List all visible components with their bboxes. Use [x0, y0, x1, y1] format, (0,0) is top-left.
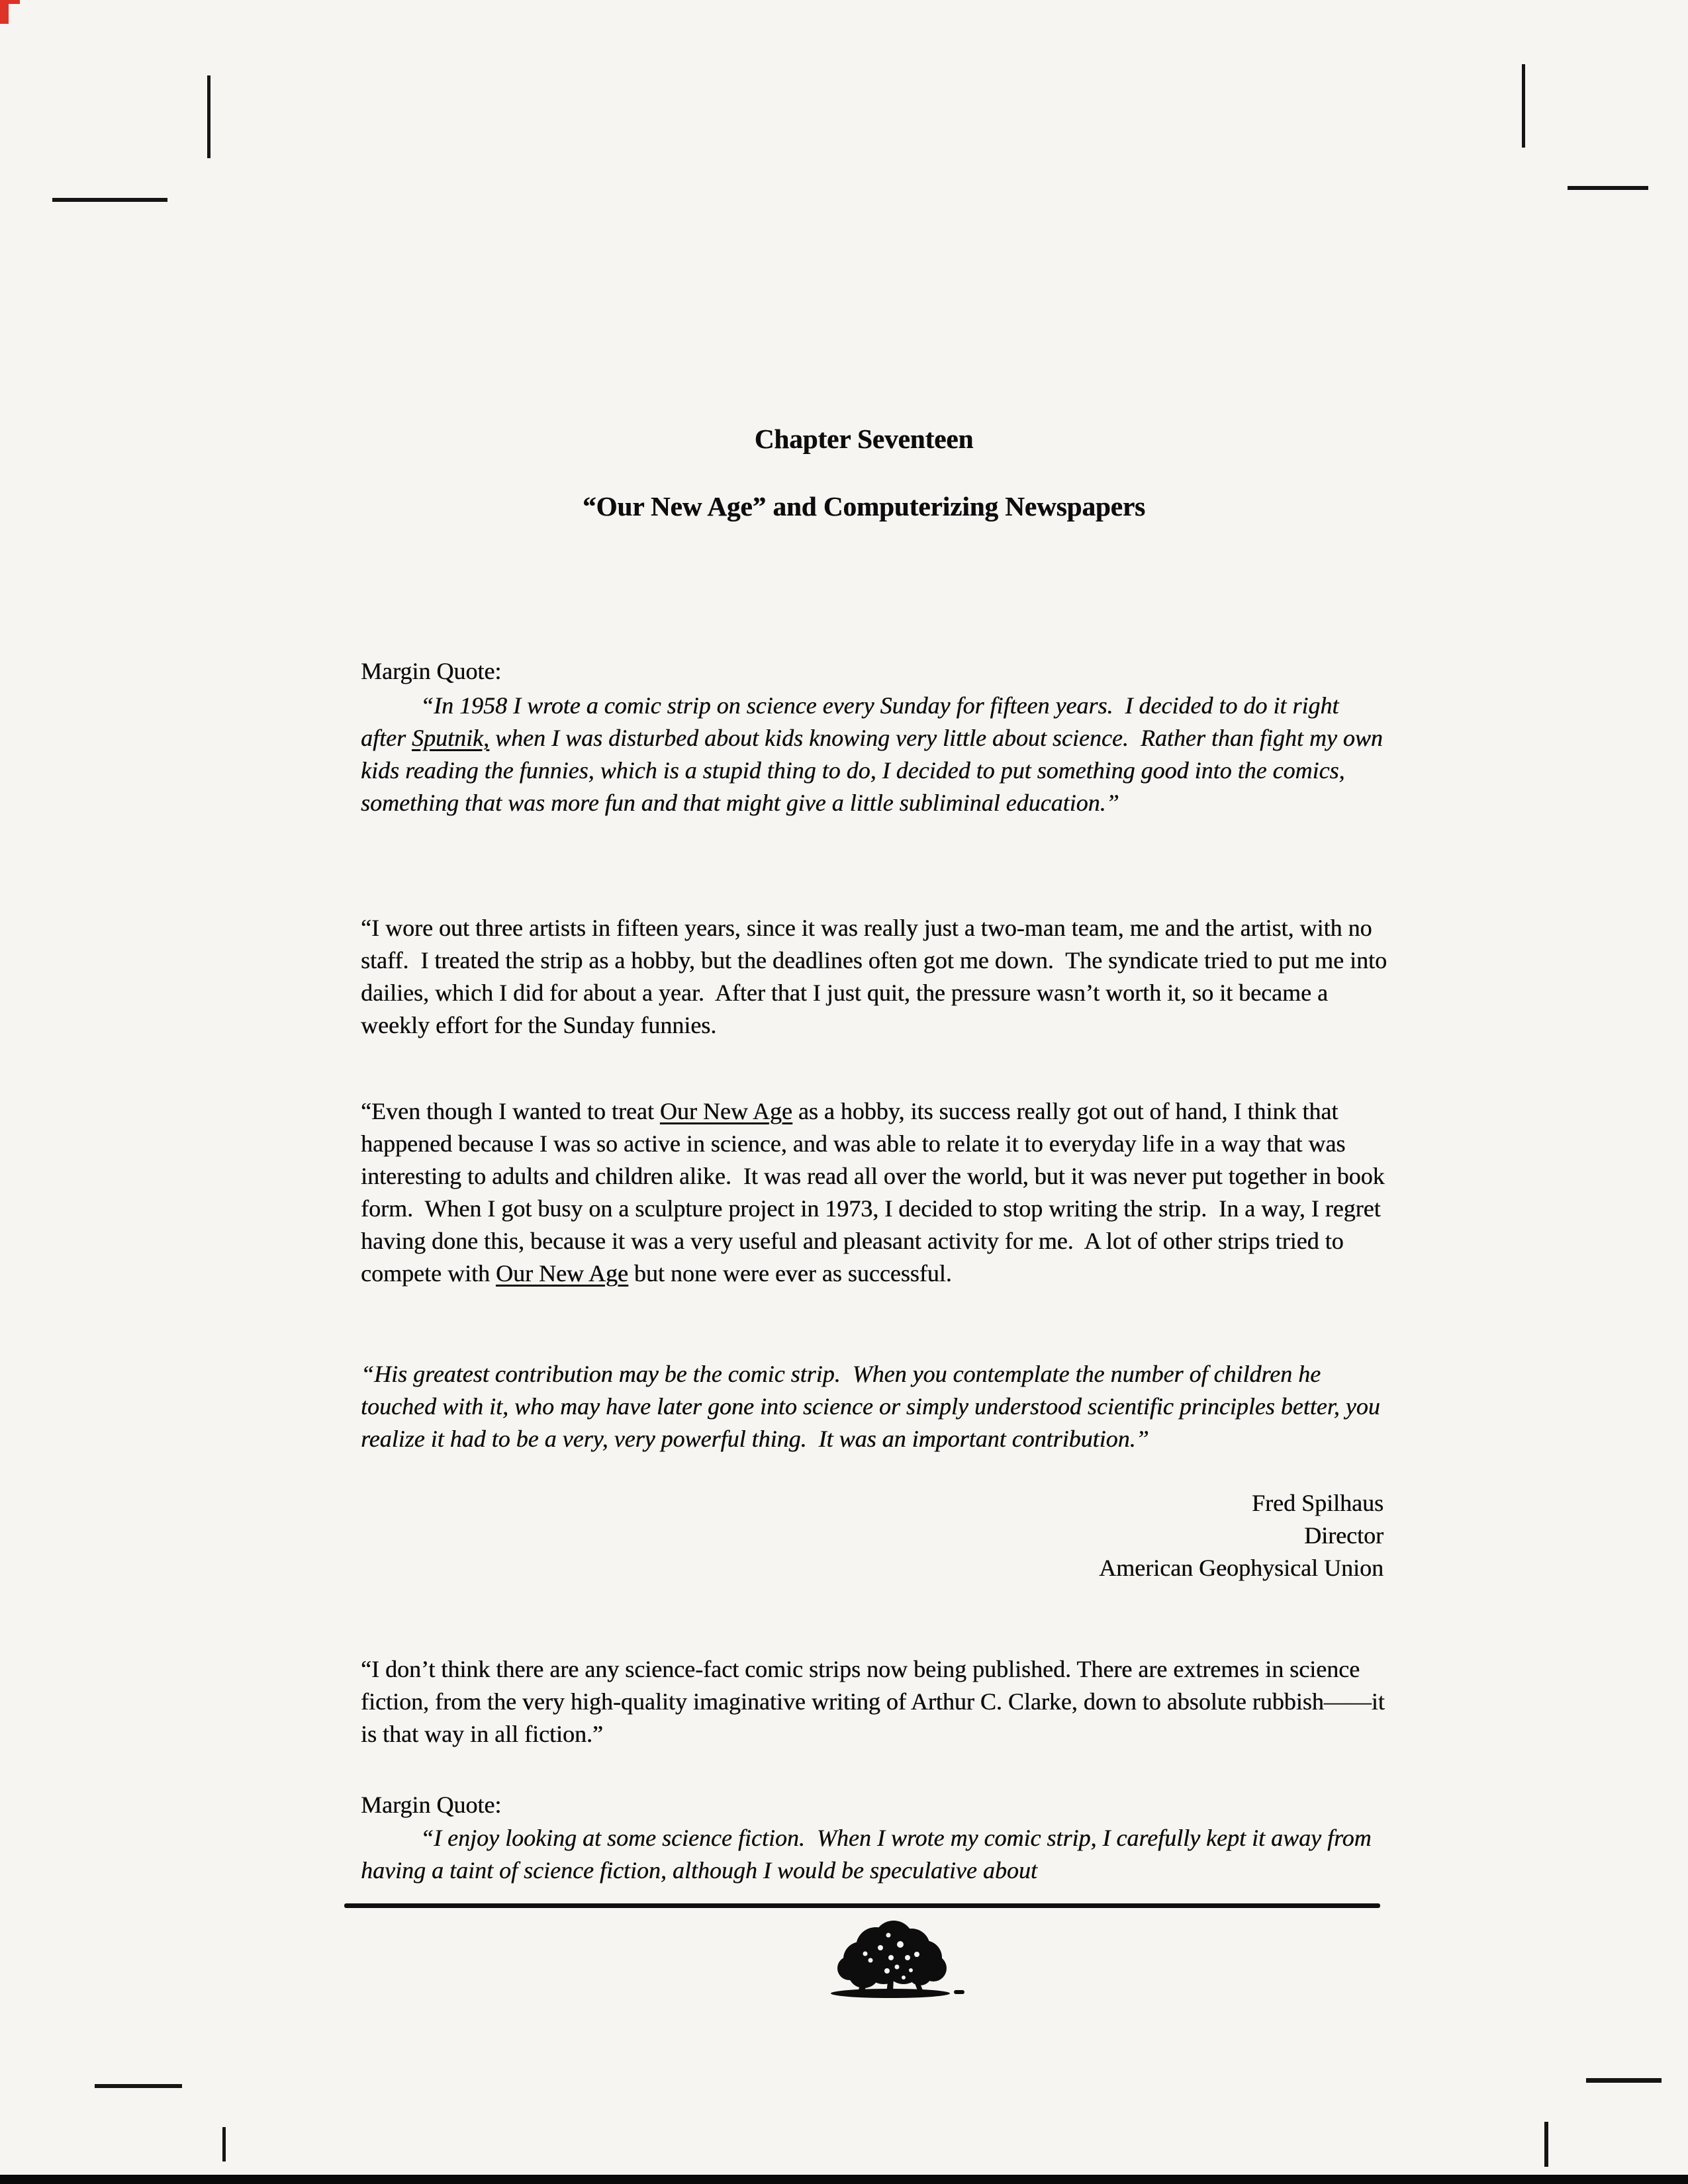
margin-quote-label-2: Margin Quote:: [361, 1792, 502, 1818]
scan-edge-bar: [0, 2175, 1688, 2184]
crop-mark-top-right-vertical: [1522, 64, 1525, 148]
margin-quote-1: [361, 690, 1388, 819]
margin-quote-1-text-b: when I was disturbed about kids knowing very little about science. Rather than fight my own kids reading the funnies, which is a stupid thing to do, I decided to put something good into the comics, something that was more fun and that might give a little subliminal education.”: [361, 725, 1389, 816]
quote-contribution: “His greatest contribution may be the comic strip. When you contemplate the number of children he touched with it, who may have later gone into science or simply understood scientific principles better, you realize it had to be a very, very powerful thing. It was an important contribution.”: [361, 1361, 1386, 1452]
body-paragraph-hobby: [361, 1095, 1391, 1290]
margin-quote-1-text-a: “In 1958 I wrote a comic strip on science every Sunday for fifteen years. I decided to do it right after: [361, 692, 1345, 751]
attribution-name: Fred Spilhaus: [1251, 1490, 1383, 1516]
crop-mark-top-left-horizontal: [52, 198, 167, 202]
underlined-our-new-age-1: Our New Age: [659, 1098, 792, 1124]
body-paragraph-science-fact: “I don’t think there are any science-fact comic strips now being published. There are extremes in science fiction, from the very high-quality imaginative writing of Arthur C. Clarke, down to absolute rubbish——it is that way in all fiction.”: [361, 1656, 1391, 1747]
body-paragraph-hobby-text-b: as a hobby, its success really got out of hand, I think that happened because I was so active in science, and was able to relate it to everyday life in a way that was interesting to adults and children alike. It was read all over the world, but it was never put together in book form. When I got busy on a sculpture project in 1973, I decided to stop writing the strip. In a way, I regret having done this, because it was a very useful and pleasant activity for me. A lot of other strips tried to compete with: [361, 1098, 1391, 1287]
margin-quote-1-underlined-sputnik: Sputnik,: [412, 725, 489, 751]
page-subtitle: “Our New Age” and Computerizing Newspapers: [583, 491, 1145, 522]
crop-mark-bottom-right-vertical: [1544, 2122, 1548, 2167]
crop-mark-bottom-right-horizontal: [1586, 2078, 1662, 2083]
margin-quote-label-1: Margin Quote:: [361, 658, 502, 684]
attribution-block: [1099, 1487, 1383, 1584]
tree-logo-icon: [824, 1918, 966, 2002]
underlined-our-new-age-2: Our New Age: [495, 1260, 628, 1287]
attribution-title: Director: [1304, 1522, 1383, 1549]
crop-mark-bottom-left-horizontal: [95, 2084, 182, 2088]
margin-quote-2: “I enjoy looking at some science fiction. When I wrote my comic strip, I carefully kept it away from having a taint of science fiction, although I would be speculative about: [361, 1825, 1378, 1884]
body-paragraph-artists: “I wore out three artists in fifteen years, since it was really just a two-man team, me and the artist, with no staff. I treated the strip as a hobby, but the deadlines often got me down. The syndicate tried to put me into dailies, which I did for about a year. After that I just quit, the pressure wasn’t worth it, so it became a weekly effort for the Sunday funnies.: [361, 915, 1393, 1038]
chapter-title: Chapter Seventeen: [754, 424, 974, 454]
crop-mark-top-right-horizontal: [1568, 186, 1648, 190]
body-paragraph-hobby-text-c: but none were ever as successful.: [628, 1260, 952, 1287]
footer-rule: [344, 1903, 1380, 1908]
red-registration-mark-left: [0, 0, 9, 24]
crop-mark-bottom-left-vertical: [222, 2127, 226, 2161]
attribution-organization: American Geophysical Union: [1099, 1555, 1383, 1581]
crop-mark-top-left-vertical: [207, 75, 211, 158]
body-paragraph-hobby-text-a: “Even though I wanted to treat: [361, 1098, 660, 1124]
